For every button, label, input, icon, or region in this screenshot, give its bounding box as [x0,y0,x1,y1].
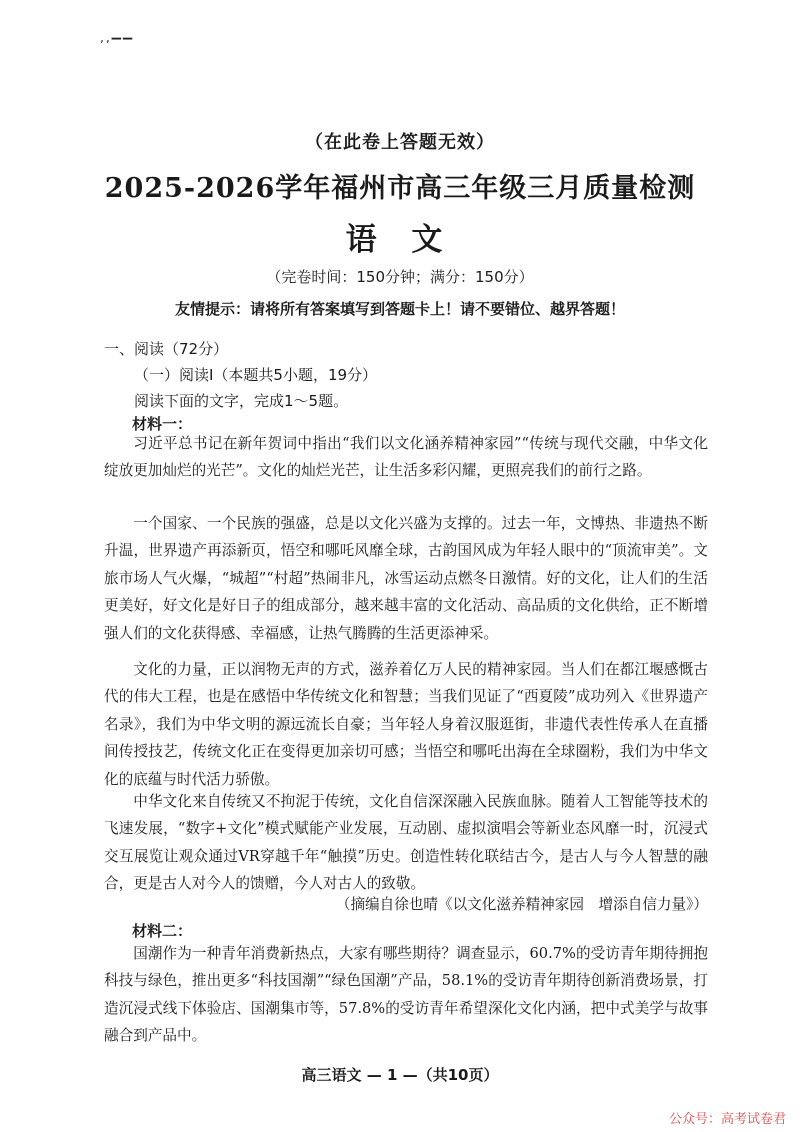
material1-citation: （摘编自徐也晴《以文化滋养精神家园 增添自信力量》） [335,896,708,913]
time-info: （完卷时间：150分钟；满分：150分） [266,268,534,286]
material1-paragraph: 一个国家、一个民族的强盛，总是以文化兴盛为支撑的。过去一年，文博热、非遗热不断升温，世界遗产再添新页，悟空和哪吒风靡全球，古韵国风成为年轻人眼中的“顶流审美”。文旅市场人气火爆，“城超”“村超”热闹非凡，冰雪运动点燃冬日激情。好的文化，让人们的生活更美好，好文化是好日子的组成部分，越来越丰富的文化活动、高品质的文化供给，正不断增强人们的文化获得感、幸福感，让热气腾腾的生活更添神采。 [104,515,708,642]
material1-paragraph: 中华文化来自传统又不拘泥于传统，文化自信深深融入民族血脉。随着人工智能等技术的飞速发展，“数字+文化”模式赋能产业发展，互动剧、虚拟演唱会等新业态风靡一时，沉浸式交互展览让观众通过VR穿越千年“触摸”历史。创造性转化联结古今，是古人与今人智慧的融合，更是古人对今人的馈赠，今人对古人的致敬。 [104,793,708,893]
reading-instruction: 阅读下面的文字，完成1～5题。 [134,392,349,410]
part-heading: 一、阅读（72分） [104,340,229,358]
page-footer: 高三语文 — 1 —（共10页） [301,1066,499,1084]
material1-label: 材料一： [132,415,193,433]
exam-title: 2025-2026学年福州市高三年级三月质量检测 [104,173,696,204]
material2-label: 材料二： [132,922,193,940]
material1-paragraph: 文化的力量，正以润物无声的方式，滋养着亿万人民的精神家园。当人们在都江堰感慨古代的伟大工程，也是在感悟中华传统文化和智慧；当我们见证了“西夏陵”成功列入《世界遗产名录》，我们为中华文明的源远流长自豪；当年轻人身着汉服逛街，非遗代表性传承人在直播间传授技艺，传统文化正在变得更加亲切可感；当悟空和哪吒出海在全球圈粉，我们为中华文化的底蕴与时代活力骄傲。 [104,661,708,788]
reading-heading: （一）阅读Ⅰ（本题共5小题，19分） [134,366,378,384]
invalid-notice: （在此卷上答题无效） [305,132,495,153]
subject-title: 语 文 [345,222,455,258]
watermark: 公众号：高考试卷君 [668,1112,786,1127]
material2-paragraph: 国潮作为一种青年消费新热点，大家有哪些期待？调查显示，60.7%的受访青年期待拥抱科技与绿色，推出更多“科技国潮”“绿色国潮”产品，58.1%的受访青年期待创新消费场景，打造沉浸式线下体验店、国潮集市等，57.8%的受访青年希望深化文化内涵，把中式美学与故事融合到产品中。 [104,945,708,1045]
corner-mark: ʼʼ▔▔ [100,38,135,52]
material1-paragraph: 习近平总书记在新年贺词中指出“我们以文化涵养精神家园”“传统与现代交融，中华文化绽放更加灿烂的光芒”。文化的灿烂光芒，让生活多彩闪耀，更照亮我们的前行之路。 [104,435,708,480]
friendly-tip: 友情提示：请将所有答案填写到答题卡上！请不要错位、越界答题！ [174,300,625,318]
